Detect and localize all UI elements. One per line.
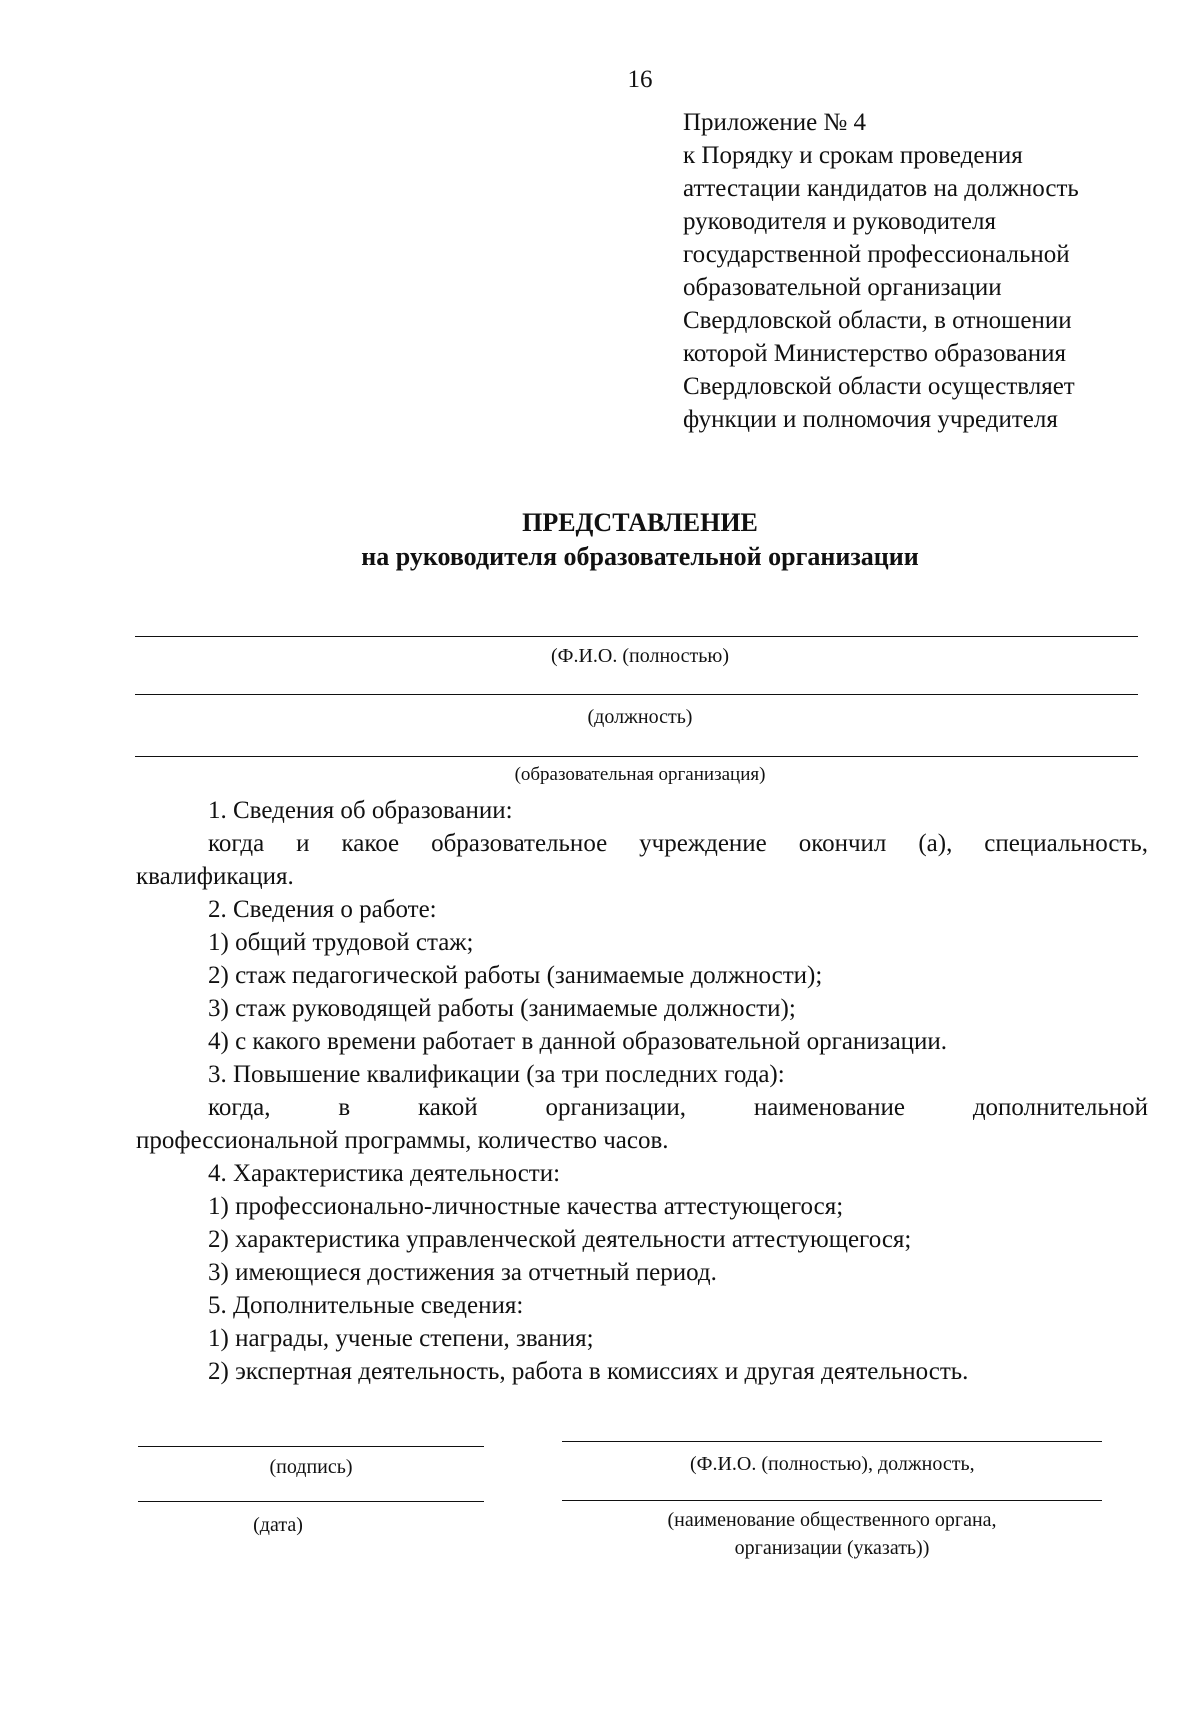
list-item: 1) награды, ученые степени, звания; <box>208 1325 594 1352</box>
organization-caption: (образовательная организация) <box>514 764 766 785</box>
list-item: 1) профессионально-личностные качества аттестующегося; <box>208 1193 844 1220</box>
section-heading: 1. Сведения об образовании: <box>208 797 513 824</box>
list-item: 2) стаж педагогической работы (занимаемые должности); <box>208 962 823 989</box>
position-caption: (должность) <box>587 706 693 728</box>
position-fill-line <box>135 694 1138 695</box>
organization-fill-line <box>135 756 1138 757</box>
org-caption-line1: (наименование общественного органа, <box>667 1509 997 1531</box>
appendix-line: Приложение № 4 <box>683 109 867 136</box>
document-subtitle: на руководителя образовательной организации <box>361 542 919 571</box>
signature-line <box>138 1446 484 1447</box>
appendix-line: которой Министерство образования <box>683 340 1067 367</box>
document-title: ПРЕДСТАВЛЕНИЕ <box>522 508 758 537</box>
list-item: 1) общий трудовой стаж; <box>208 929 474 956</box>
appendix-line: функции и полномочия учредителя <box>683 406 1058 433</box>
org-caption-line2: организации (указать)) <box>734 1537 930 1559</box>
signature-caption: (подпись) <box>269 1456 353 1478</box>
appendix-line: Свердловской области осуществляет <box>683 373 1075 400</box>
list-item: 2) характеристика управленческой деятельности аттестующегося; <box>208 1226 912 1253</box>
section-heading: 3. Повышение квалификации (за три последних года): <box>208 1061 785 1088</box>
list-item: 3) стаж руководящей работы (занимаемые должности); <box>208 995 796 1022</box>
signer-caption: (Ф.И.О. (полностью), должность, <box>690 1453 975 1475</box>
list-item: 3) имеющиеся достижения за отчетный период. <box>208 1259 717 1286</box>
section-heading: 2. Сведения о работе: <box>208 896 437 923</box>
section-heading: 4. Характеристика деятельности: <box>208 1160 561 1187</box>
org-line <box>562 1500 1102 1501</box>
section-text: когда и какое образовательное учреждение окончил (а), специальность, <box>208 830 1148 857</box>
appendix-line: Свердловской области, в отношении <box>683 307 1072 334</box>
section-text: квалификация. <box>136 863 294 890</box>
section-text: профессиональной программы, количество часов. <box>136 1127 669 1154</box>
fio-fill-line <box>135 636 1138 637</box>
appendix-line: к Порядку и срокам проведения <box>683 142 1023 169</box>
section-heading: 5. Дополнительные сведения: <box>208 1292 524 1319</box>
appendix-line: руководителя и руководителя <box>683 208 996 235</box>
appendix-line: образовательной организации <box>683 274 1002 301</box>
appendix-line: аттестации кандидатов на должность <box>683 175 1079 202</box>
list-item: 2) экспертная деятельность, работа в комиссиях и другая деятельность. <box>208 1358 969 1385</box>
appendix-line: государственной профессиональной <box>683 241 1070 268</box>
document-body <box>136 794 1148 1388</box>
page-number: 16 <box>627 66 653 93</box>
signer-line <box>562 1441 1102 1442</box>
fio-caption: (Ф.И.О. (полностью) <box>551 645 729 667</box>
date-caption: (дата) <box>253 1514 303 1536</box>
list-item: 4) с какого времени работает в данной образовательной организации. <box>208 1028 948 1055</box>
appendix-reference <box>683 106 1193 436</box>
section-text: когда, в какой организации, наименование дополнительной <box>208 1094 1148 1121</box>
date-line <box>138 1501 484 1502</box>
